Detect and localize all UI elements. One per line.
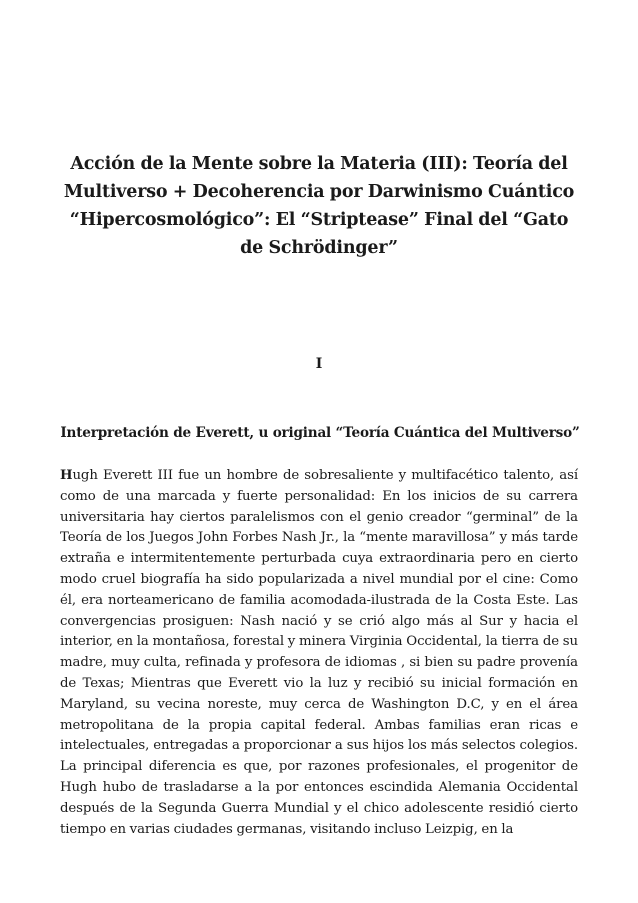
initial-letter: H: [60, 468, 73, 483]
document-title: Acción de la Mente sobre la Materia (III): Teoría del Multiverso + Decoherencia por Darwinismo Cuántico “Hipercosmológico”: El “Striptease” Final del “Gato de Schrödinger”: [63, 154, 575, 258]
section-number: I: [315, 356, 323, 372]
section-heading: Interpretación de Everett, u original “Teoría Cuántica del Multiverso”: [60, 425, 580, 441]
paragraph-text: ugh Everett III fue un hombre de sobresaliente y multifacético talento, así como de una marcada y fuerte personalidad: En los inicios de su carrera universitaria hay ciertos paralelismos con el genio creador “germinal” de la Teoría de los Juegos John Forbes Nash Jr., la “mente maravillosa” y más tarde extraña e intermitentemente perturbada cuya extraordinaria pero en cierto modo cruel biografía ha sido popularizada a nivel mundial por el cine: Como él, era norteamericano de familia acomodada-ilustrada de la Costa Este. Las convergencias prosiguen: Nash nació y se crió algo más al Sur y hacia el interior, en la montañosa, forestal y minera Virginia Occidental, la tierra de su madre, muy culta, refinada y profesora de idiomas , si bien su padre provenía de Texas; Mientras que Everett vio la luz y recibió su inicial formación en Maryland, su vecina noreste, muy cerca de Washington D.C, y en el área metropolitana de la propia capital federal. Ambas familias eran ricas e intelectuales, entregadas a proporcionar a sus hijos los más selectos colegios. La principal diferencia es que, por razones profesionales, el progenitor de Hugh hubo de trasladarse a la por entonces escindida Alemania Occidental después de la Segunda Guerra Mundial y el chico adolescente residió cierto tiempo en varias ciudades germanas, visitando incluso Leizpig, en la: [60, 468, 578, 837]
body-paragraph: [60, 466, 578, 840]
